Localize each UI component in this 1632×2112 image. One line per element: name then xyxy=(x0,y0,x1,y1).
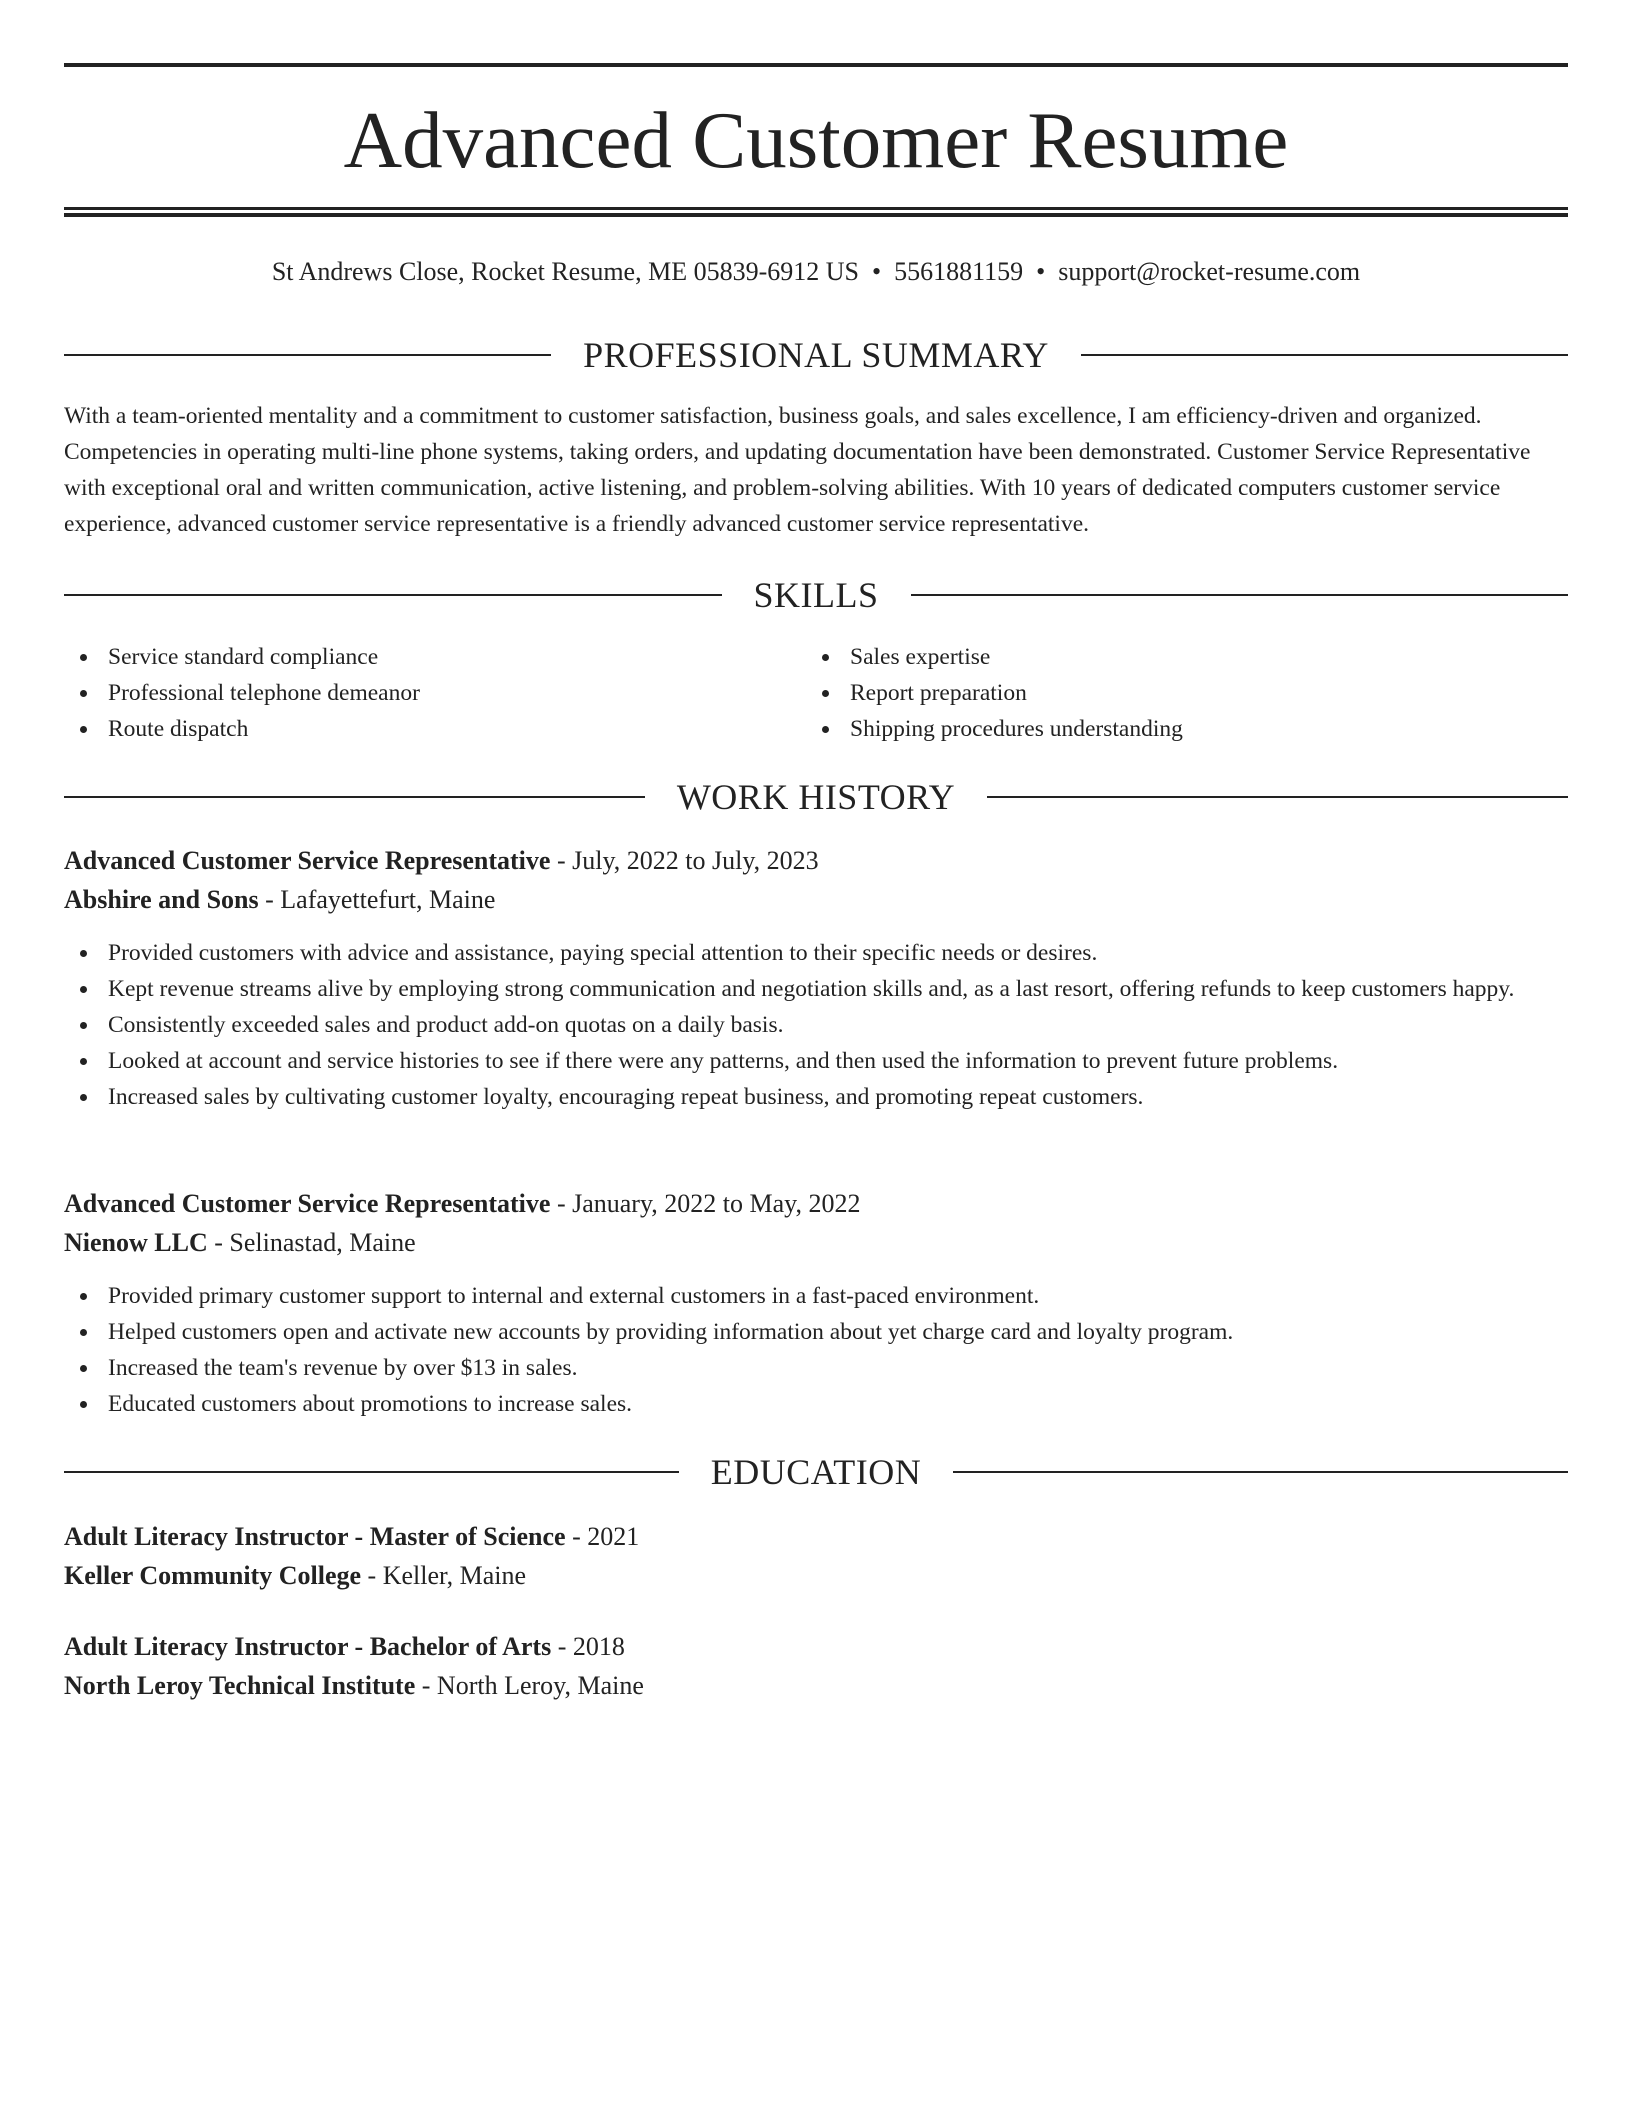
work-heading-label: WORK HISTORY xyxy=(676,777,956,817)
degree-line xyxy=(64,1627,1568,1666)
work-entry xyxy=(64,841,1568,1115)
double-rule xyxy=(64,207,1568,217)
skill-item: Report preparation xyxy=(806,675,1566,711)
job-title: Advanced Customer Service Representative xyxy=(64,846,551,875)
divider-line xyxy=(64,594,722,596)
school-name: Keller Community College xyxy=(64,1561,362,1590)
resume-title: Advanced Customer Resume xyxy=(343,95,1289,185)
job-company: Abshire and Sons xyxy=(64,885,259,914)
education-heading-label: EDUCATION xyxy=(710,1452,922,1492)
job-bullet: Provided customers with advice and assistance, paying special attention to their specific needs or desires. xyxy=(64,935,1568,971)
divider-line xyxy=(64,1471,679,1473)
contact-address: St Andrews Close, Rocket Resume, ME 05839-6912 US xyxy=(271,257,859,286)
degree-name: Adult Literacy Instructor - Bachelor of Arts xyxy=(64,1632,552,1661)
job-location: - Selinastad, Maine xyxy=(207,1228,416,1257)
education-section-heading xyxy=(64,1450,1568,1494)
job-dates: - July, 2022 to July, 2023 xyxy=(550,846,819,875)
education-entry xyxy=(64,1627,1568,1705)
degree-name: Adult Literacy Instructor - Master of Science xyxy=(64,1522,566,1551)
school-line xyxy=(64,1556,1568,1595)
job-company-line xyxy=(64,1223,1568,1262)
degree-year: - 2018 xyxy=(551,1632,625,1661)
job-bullet: Educated customers about promotions to increase sales. xyxy=(64,1386,1568,1422)
job-bullet: Looked at account and service histories to see if there were any patterns, and then used the information to prevent future problems. xyxy=(64,1043,1568,1079)
work-section-heading xyxy=(64,775,1568,819)
contact-separator: • xyxy=(1036,257,1046,286)
school-line xyxy=(64,1666,1568,1705)
degree-line xyxy=(64,1517,1568,1556)
job-title-line xyxy=(64,841,1568,880)
skill-item: Shipping procedures understanding xyxy=(806,711,1566,747)
divider-line xyxy=(987,796,1568,798)
job-bullet: Kept revenue streams alive by employing strong communication and negotiation skills and, as a last resort, offering refunds to keep customers happy. xyxy=(64,971,1568,1007)
job-bullet: Increased sales by cultivating customer loyalty, encouraging repeat business, and promoting repeat customers. xyxy=(64,1079,1568,1115)
job-company-line xyxy=(64,880,1568,919)
school-name: North Leroy Technical Institute xyxy=(64,1671,416,1700)
contact-separator: • xyxy=(871,257,882,286)
work-entry xyxy=(64,1184,1568,1422)
divider-line xyxy=(911,594,1569,596)
skills-column-left xyxy=(64,639,804,747)
job-bullets xyxy=(64,1278,1568,1422)
job-bullet: Consistently exceeded sales and product add-on quotas on a daily basis. xyxy=(64,1007,1568,1043)
divider-line xyxy=(953,1471,1568,1473)
job-title: Advanced Customer Service Representative xyxy=(64,1189,551,1218)
skill-item: Route dispatch xyxy=(64,711,804,747)
skill-item: Professional telephone demeanor xyxy=(64,675,804,711)
school-location: - Keller, Maine xyxy=(361,1561,527,1590)
skill-item: Service standard compliance xyxy=(64,639,804,675)
divider-line xyxy=(64,354,551,356)
top-rule xyxy=(64,63,1568,67)
skills-column-right xyxy=(806,639,1566,747)
skills-section-heading xyxy=(64,573,1568,617)
summary-section-heading xyxy=(64,333,1568,377)
contact-line xyxy=(64,252,1568,292)
skills-heading-label: SKILLS xyxy=(753,575,879,615)
divider-line xyxy=(64,796,645,798)
job-title-line xyxy=(64,1184,1568,1223)
contact-email: support@rocket-resume.com xyxy=(1058,257,1361,286)
skill-item: Sales expertise xyxy=(806,639,1566,675)
job-bullet: Provided primary customer support to internal and external customers in a fast-paced environment. xyxy=(64,1278,1568,1314)
professional-summary-text: With a team-oriented mentality and a commitment to customer satisfaction, business goals, and sales excellence, I am efficiency-driven and organized. Competencies in operating multi-line phone systems, taking orders, and updating documentation have been demonstrated. Customer Service Representative with exceptional oral and written communication, active listening, and problem-solving abilities. With 10 years of dedicated computers customer service experience, advanced customer service representative is a friendly advanced customer service representative. xyxy=(64,403,1531,537)
job-bullets xyxy=(64,935,1568,1115)
summary-heading-label: PROFESSIONAL SUMMARY xyxy=(583,335,1049,375)
contact-phone: 5561881159 xyxy=(894,257,1024,286)
job-company: Nienow LLC xyxy=(64,1228,208,1257)
job-bullet: Helped customers open and activate new accounts by providing information about yet charge card and loyalty program. xyxy=(64,1314,1568,1350)
school-location: - North Leroy, Maine xyxy=(415,1671,644,1700)
degree-year: - 2021 xyxy=(565,1522,640,1551)
divider-line xyxy=(1081,354,1568,356)
job-bullet: Increased the team's revenue by over $13 in sales. xyxy=(64,1350,1568,1386)
job-location: - Lafayettefurt, Maine xyxy=(258,885,496,914)
job-dates: - January, 2022 to May, 2022 xyxy=(550,1189,861,1218)
education-entry xyxy=(64,1517,1568,1595)
